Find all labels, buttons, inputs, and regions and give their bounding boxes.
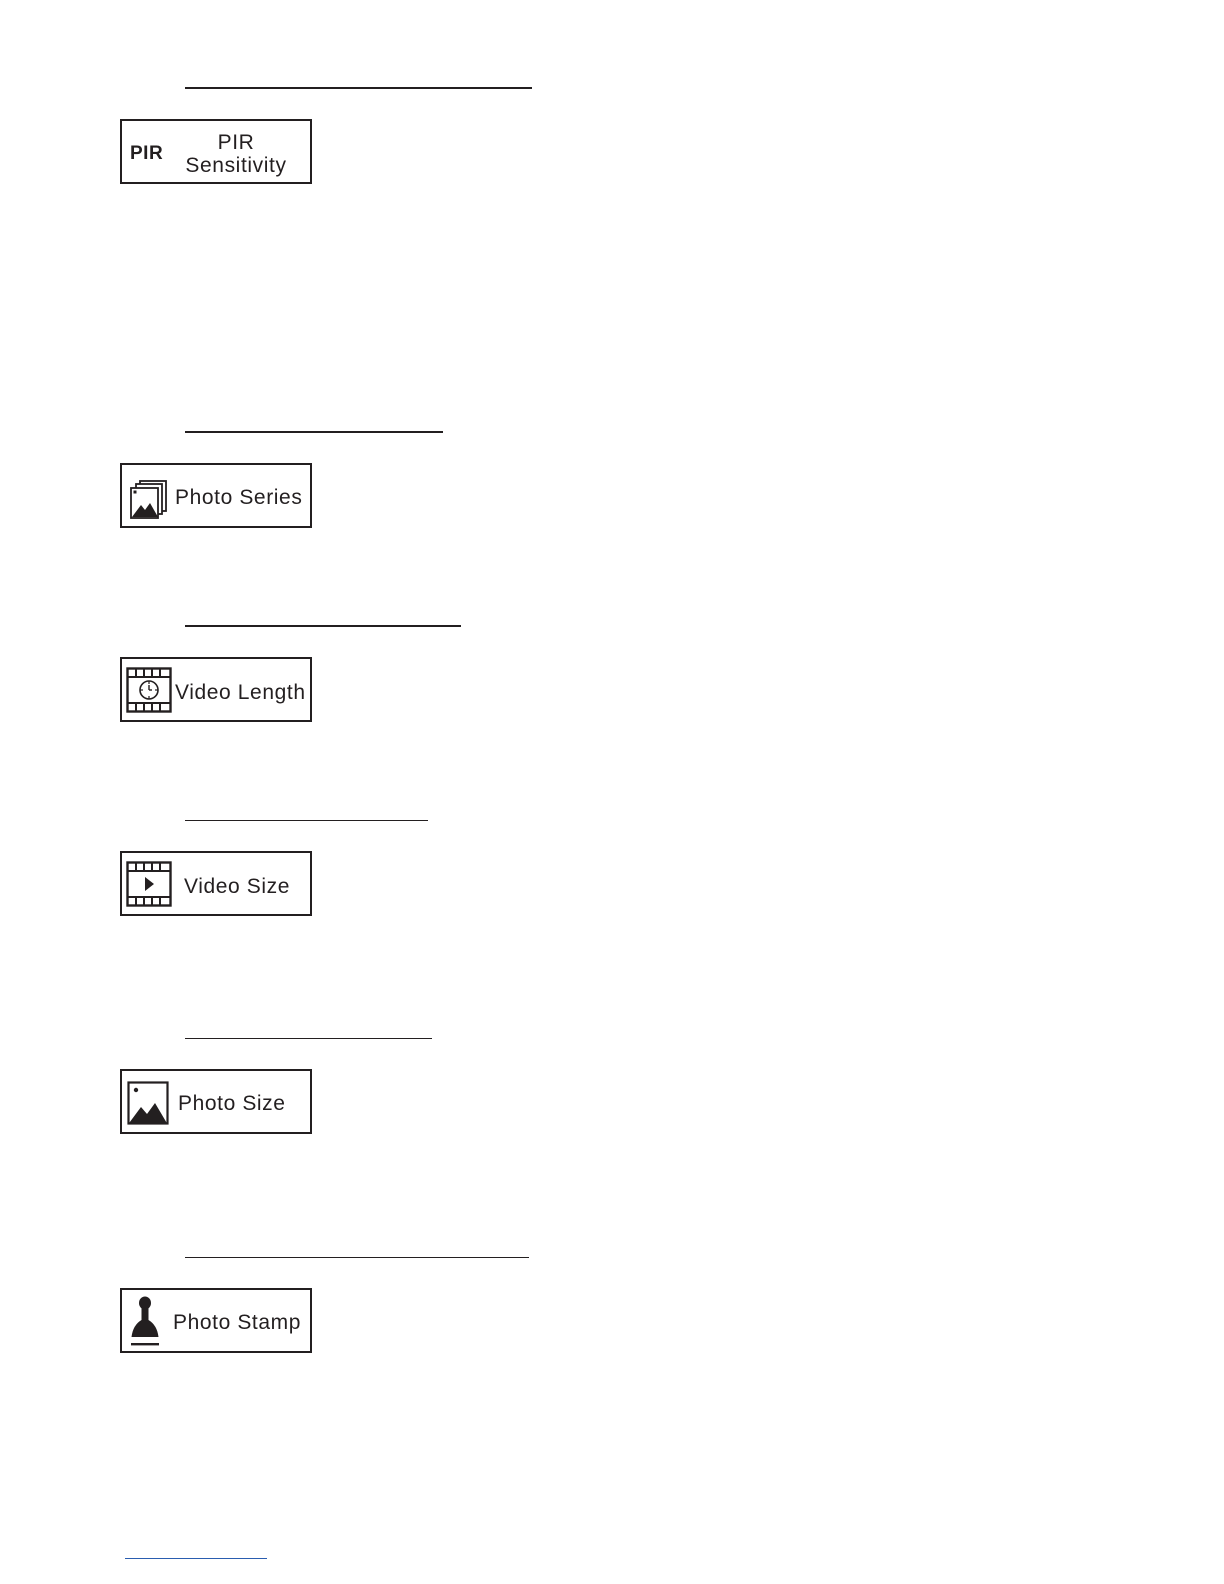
- section-divider: [185, 625, 461, 627]
- pir-sensitivity-label-line2: Sensitivity: [185, 154, 287, 177]
- video-length-menu-item[interactable]: [120, 657, 312, 722]
- video-size-menu-item[interactable]: [120, 851, 312, 916]
- picture-icon: [127, 1081, 169, 1125]
- photo-size-menu-item[interactable]: [120, 1069, 312, 1134]
- photo-stack-icon: [129, 479, 169, 519]
- pir-text-icon: PIR: [130, 143, 164, 164]
- section-divider: [185, 1038, 432, 1039]
- film-play-icon: [126, 861, 172, 907]
- section-divider: [185, 87, 532, 89]
- photo-size-label: Photo Size: [178, 1092, 286, 1115]
- section-divider: [185, 820, 428, 821]
- photo-stamp-label: Photo Stamp: [173, 1311, 302, 1334]
- stamp-icon: [128, 1295, 162, 1349]
- pir-sensitivity-menu-item[interactable]: [120, 119, 312, 184]
- footer-link-underline[interactable]: [125, 1558, 267, 1559]
- section-divider: [185, 1257, 529, 1258]
- video-size-label: Video Size: [184, 875, 291, 898]
- section-divider: [185, 431, 443, 433]
- pir-sensitivity-label-line1: PIR: [217, 131, 255, 154]
- pir-sensitivity-label: [174, 131, 298, 177]
- video-length-label: Video Length: [175, 681, 306, 704]
- photo-series-label: Photo Series: [175, 486, 303, 509]
- photo-stamp-menu-item[interactable]: [120, 1288, 312, 1353]
- film-clock-icon: [126, 667, 172, 713]
- photo-series-menu-item[interactable]: [120, 463, 312, 528]
